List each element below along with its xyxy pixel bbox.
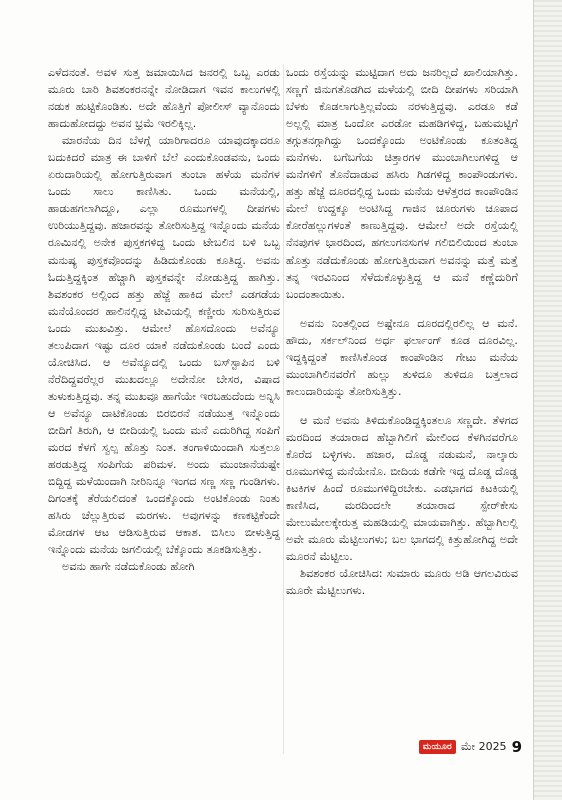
page-edge-band	[533, 0, 562, 800]
paragraph: ಆ ಮನೆ ಅವನು ತಿಳಿದುಕೊಂಡಿದ್ದಕ್ಕಿಂತಲೂ ಸಣ್ಣದೇ. ತೆಳಗದ ಮರದಿಂದ ತಯಾರಾದ ಹೆಬ್ಬಾಗಿಲಿಗೆ ಮೇಲಿಂದ ಕೆಳಗಿನವರೆಗೂ ಕೊರೆದ ಬಳ್ಳಿಗಳು. ಹಜಾರ, ದೊಡ್ಡ ನಡುಮನೆ, ನಾಲ್ಕಾರು ರೂಮುಗಳಿದ್ದ ಮನೆಯೇನೊ. ಬೀದಿಯ ಕಡೆಗೇ ಇದ್ದ ದೊಡ್ಡ ದೊಡ್ಡ ಕಿಟಕಿಗಳ ಹಿಂದೆ ರೂಮುಗಳಿದ್ದಿರಬೇಕು. ಎಡಭಾಗದ ಕಿಟಕಿಯಲ್ಲಿ ಕಾಣಿಸಿದ, ಮರದಿಂದಲೇ ತಯಾರಾದ ಸ್ಪೇರ್‌ಕೇಸು ಮೇಲುಮೇಲಕ್ಕೇರುತ್ತ ಮಹಡಿಯಲ್ಲಿ ಮಾಯವಾಗಿತ್ತು. ಹೆಬ್ಬಾಗಿಲಲ್ಲಿ ಅವೇ ಮೂರು ಮೆಟ್ಟಿಲುಗಳು; ಬಲ ಭಾಗದಲ್ಲಿ ಕಿತ್ತುಹೋಗಿದ್ದ ಅದೇ ಮೂರನೆ ಮೆಟ್ಟಿಲು.	[286, 413, 518, 564]
paragraph: ಶಿವಶಂಕರ ಯೋಚಿಸಿದ: ಸುಮಾರು ಮೂರು ಅಡಿ ಆಗಲವಿರುವ ಮೂರೇ ಮೆಟ್ಟಿಲುಗಳು.	[286, 567, 518, 598]
right-text-column	[286, 64, 518, 599]
page-footer	[419, 738, 522, 756]
paragraph: ಎಳೆದನಂತೆ. ಅವಳ ಸುತ್ತ ಜಮಾಯಿಸಿದ ಜನರಲ್ಲಿ ಒಬ್ಬ ಎರಡು ಮೂರು ಬಾರಿ ಶಿವಶಂಕರನನ್ನೇ ನೋಡಿದಾಗ ಇವನ ಕಾಲುಗಳಲ್ಲಿ ನಡುಕ ಹುಟ್ಟಿಕೊಂಡಿತು. ಅದೇ ಹೊತ್ತಿಗೆ ಪೋಲೀಸ್ ವ್ಯಾನೊಂದು ಹಾದುಹೋದದ್ದು ಅವನ ಭ್ರಮೆ ಇರಲಿಕ್ಕಿಲ್ಲ.	[48, 66, 280, 131]
magazine-logo: ಮಯೂರ	[419, 740, 456, 754]
paragraph: ಒಂದು ರಸ್ತೆಯನ್ನು ಮುಟ್ಟಿದಾಗ ಅದು ಜನರಿಲ್ಲದೆ ಖಾಲಿಯಾಗಿತ್ತು. ಸಣ್ಣಗೆ ಜಿನುಗತೊಡಗಿದ ಮಳೆಯಲ್ಲಿ ಬೀದಿ ದೀಪಗಳು ಸರಿಯಾಗಿ ಬೆಳಕು ಕೊಡಲಾಗುತ್ತಿಲ್ಲವೆಂದು ನರಳುತ್ತಿದ್ದವು. ಎರಡೂ ಕಡೆ ಅಲ್ಲಲ್ಲಿ ಮಾತ್ರ ಒಂದೋ ಎರಡೋ ಮಹಡಿಗಳಿದ್ದ, ಬಹುಮಟ್ಟಿಗೆ ತಗ್ಗುತನಗ್ಗಾಗಿದ್ದು ಒಂದಕ್ಕೊಂದು ಅಂಟಿಕೊಂಡು ಕೂತಂತಿದ್ದ ಮನೆಗಳು. ಬಗೆಬಗೆಯ ಚಿತ್ತಾರಗಳ ಮುಂಬಾಗಿಲುಗಳಿದ್ದ ಆ ಮನೆಗಳಿಗೆ ತೊನೆದಾಡುವ ಹಸಿರು ಗಿಡಗಳಿದ್ದ ಕಾಂಪೌಂಡುಗಳು. ಹತ್ತು ಹೆಜ್ಜೆ ದೂರದಲ್ಲಿದ್ದ ಒಂದು ಮನೆಯ ಆಳೆತ್ತರದ ಕಾಂಪೌಂಡಿನ ಮೇಲೆ ಉದ್ದಕ್ಕೂ ಅಂಟಿಸಿದ್ದ ಗಾಜಿನ ಚೂರುಗಳು ಚೂಪಾದ ಕೋರೆಹಲ್ಲುಗಳಂತೆ ಕಾಣುತ್ತಿದ್ದವು. ಆಮೇಲೆ ಅದೇ ರಸ್ತೆಯಲ್ಲಿ ನೆನಪುಗಳ ಭಾರದಿಂದ, ಹಗಲುಗನಸುಗಳ ಗಲಿಬಿಲಿಯಿಂದ ತುಂಬಾ ಹೊತ್ತು ನಡೆದುಕೊಂಡು ಹೋಗುತ್ತಿರುವಾಗ ಅವನನ್ನು ಮತ್ತೆ ಮತ್ತೆ ತನ್ನ ಇರವಿನಿಂದ ಸೆಳೆದುಕೊಳ್ಳುತ್ತಿದ್ದ ಆ ಮನೆ ಕಣ್ಣೆದುರಿಗೆ ಬಂದಂತಾಯಿತು.	[286, 66, 518, 301]
paragraph: ಅವನು ನಿಂತಲ್ಲಿಂದ ಅಷ್ಟೇನೂ ದೂರದಲ್ಲಿರಲಿಲ್ಲ ಆ ಮನೆ. ಹೌದು, ಸರ್ಕಲ್‌ನಿಂದ ಅರ್ಧ ಫರ್ಲಾಂಗ್ ಕೂಡ ದೂರವಿಲ್ಲ. ಇದ್ದಕ್ಕಿದ್ದಂತೆ ಕಾಣಿಸಿಕೊಂಡ ಕಾಂಪೌಂಡಿನ ಗೇಟು ಮನೆಯ ಮುಂಬಾಗಿಲಿನವರೆಗೆ ಹುಲ್ಲು ತುಳಿದೂ ತುಳಿದೂ ಬತ್ತಲಾದ ಕಾಲುದಾರಿಯನ್ನು ತೋರಿಸುತ್ತಿತ್ತು.	[286, 316, 518, 398]
issue-date: ಮೇ 2025	[461, 740, 507, 753]
column-divider	[283, 64, 284, 754]
left-text-column	[48, 64, 280, 575]
paragraph: ಮಾರನೆಯ ದಿನ ಬೆಳಗ್ಗೆ ಯಾರಿಗಾದರೂ ಯಾವುದಕ್ಕಾದರೂ ಬದುಕಿದರೆ ಮಾತ್ರ ಈ ಬಾಳಿಗೆ ಬೆಲೆ ಎಂದುಕೊಂಡವನು, ಒಂದು ಏರುದಾರಿಯಲ್ಲಿ ಹೋಗುತ್ತಿರುವಾಗ ತುಂಬಾ ಹಳೆಯ ಮನೆಗಳ ಒಂದು ಸಾಲು ಕಾಣಿಸಿತು. ಒಂದು ಮನೆಯಲ್ಲಿ, ಹಾಡುಹಗಲಾಗಿದ್ದೂ, ಎಲ್ಲಾ ರೂಮುಗಳಲ್ಲಿ ದೀಪಗಳು ಉರಿಯುತ್ತಿದ್ದವು. ಹಜಾರವನ್ನು ತೋರಿಸುತ್ತಿದ್ದ ಇನ್ನೊಂದು ಮನೆಯ ರೂಮಿನಲ್ಲಿ ಅನೇಕ ಪುಸ್ತಕಗಳಿದ್ದ ಒಂದು ಟೇಬಲಿನ ಬಳಿ ಒಬ್ಬ ಮನುಷ್ಯ ಪುಸ್ತಕವೊಂದನ್ನು ಹಿಡಿದುಕೊಂಡು ಕೂತಿದ್ದ. ಅವನು ಓದುತ್ತಿದ್ದಕ್ಕಿಂತ ಹೆಚ್ಚಾಗಿ ಪುಸ್ತಕವನ್ನೇ ನೋಡುತ್ತಿದ್ದ ಹಾಗಿತ್ತು. ಶಿವಶಂಕರ ಅಲ್ಲಿಂದ ಹತ್ತು ಹೆಜ್ಜೆ ಹಾಕಿದ ಮೇಲೆ ಎಡಗಡೆಯ ಮನೆಯೊಂದರ ಹಾಲಿನಲ್ಲಿದ್ದ ಟೀವಿಯಲ್ಲಿ ಕಣ್ಣೀರು ಸುರಿಸುತ್ತಿರುವ ಒಂದು ಮುಖವಿತ್ತು. ಆಮೇಲೆ ಹೊಸದೊಂದು ಅವೆನ್ಯೂ ತಲುಪಿದಾಗ ಇಷ್ಟು ದೂರ ಯಾಕೆ ನಡೆದುಕೊಂಡು ಬಂದೆ ಎಂದು ಯೋಚಿಸಿದ. ಆ ಅವೆನ್ಯೂದಲ್ಲಿ ಒಂದು ಬಸ್‌ಸ್ಟಾಪಿನ ಬಳಿ ನೆರೆದಿದ್ದವರೆಲ್ಲರ ಮುಖದಲ್ಲೂ ಅದೇನೋ ಬೇಸರ, ವಿಷಾದ ತುಳುಕುತ್ತಿದ್ದವು. ತನ್ನ ಮುಖವೂ ಹಾಗೆಯೇ ಇರಬಹುದೆಂದು ಅನ್ನಿಸಿ ಆ ಅವೆನ್ಯೂ ದಾಟಿಕೊಂಡು ಬಿರಬಿರನೆ ನಡೆಯುತ್ತ ಇನ್ನೊಂದು ಬೀದಿಗೆ ತಿರುಗಿ, ಆ ಬೀದಿಯಲ್ಲಿ ಒಂದು ಮನೆ ಎದುರಿಗಿದ್ದ ಸಂಪಿಗೆ ಮರದ ಕೆಳಗೆ ಸ್ವಲ್ಪ ಹೊತ್ತು ನಿಂತ. ತಂಗಾಳಿಯಿಂದಾಗಿ ಸುತ್ತಲೂ ಹರಡುತ್ತಿದ್ದ ಸಂಪಿಗೆಯ ಪರಿಮಳ. ಅಂದು ಮುಂಜಾನೆಯಷ್ಟೇ ಬಿದ್ದಿದ್ದ ಮಳೆಯಿಂದಾಗಿ ನೀರಿನಿನ್ನೂ ಇಂಗದ ಸಣ್ಣ ಸಣ್ಣ ಗುಂಡಿಗಳು. ದಿಗಂತಕ್ಕೆ ತೆರೆಯಲಿದಂತೆ ಒಂದಕ್ಕೊಂದು ಅಂಟಿಕೊಂಡು ನಿಂತು ಹಸಿರು ಚೆಲ್ಲುತ್ತಿರುವ ಮರಗಳು. ಅವುಗಳನ್ನು ಕಣಕಟ್ಟಿಕೆಂದೇ ಮೋಡಗಳ ಆಟ ಆಡಿಸುತ್ತಿರುವ ಆಕಾಶ. ಬಿಸಿಲು ಬೀಳುತ್ತಿದ್ದ ಇನ್ನೊಂದು ಮನೆಯ ಜಗಲಿಯಲ್ಲಿ ಬೆಕ್ಕೊಂದು ತೂಕಡಿಸುತ್ತಿತ್ತು.	[48, 134, 280, 557]
page-number: 9	[511, 738, 522, 756]
paragraph: ಅವನು ಹಾಗೇ ನಡೆದುಕೊಂಡು ಹೋಗಿ	[62, 560, 195, 574]
